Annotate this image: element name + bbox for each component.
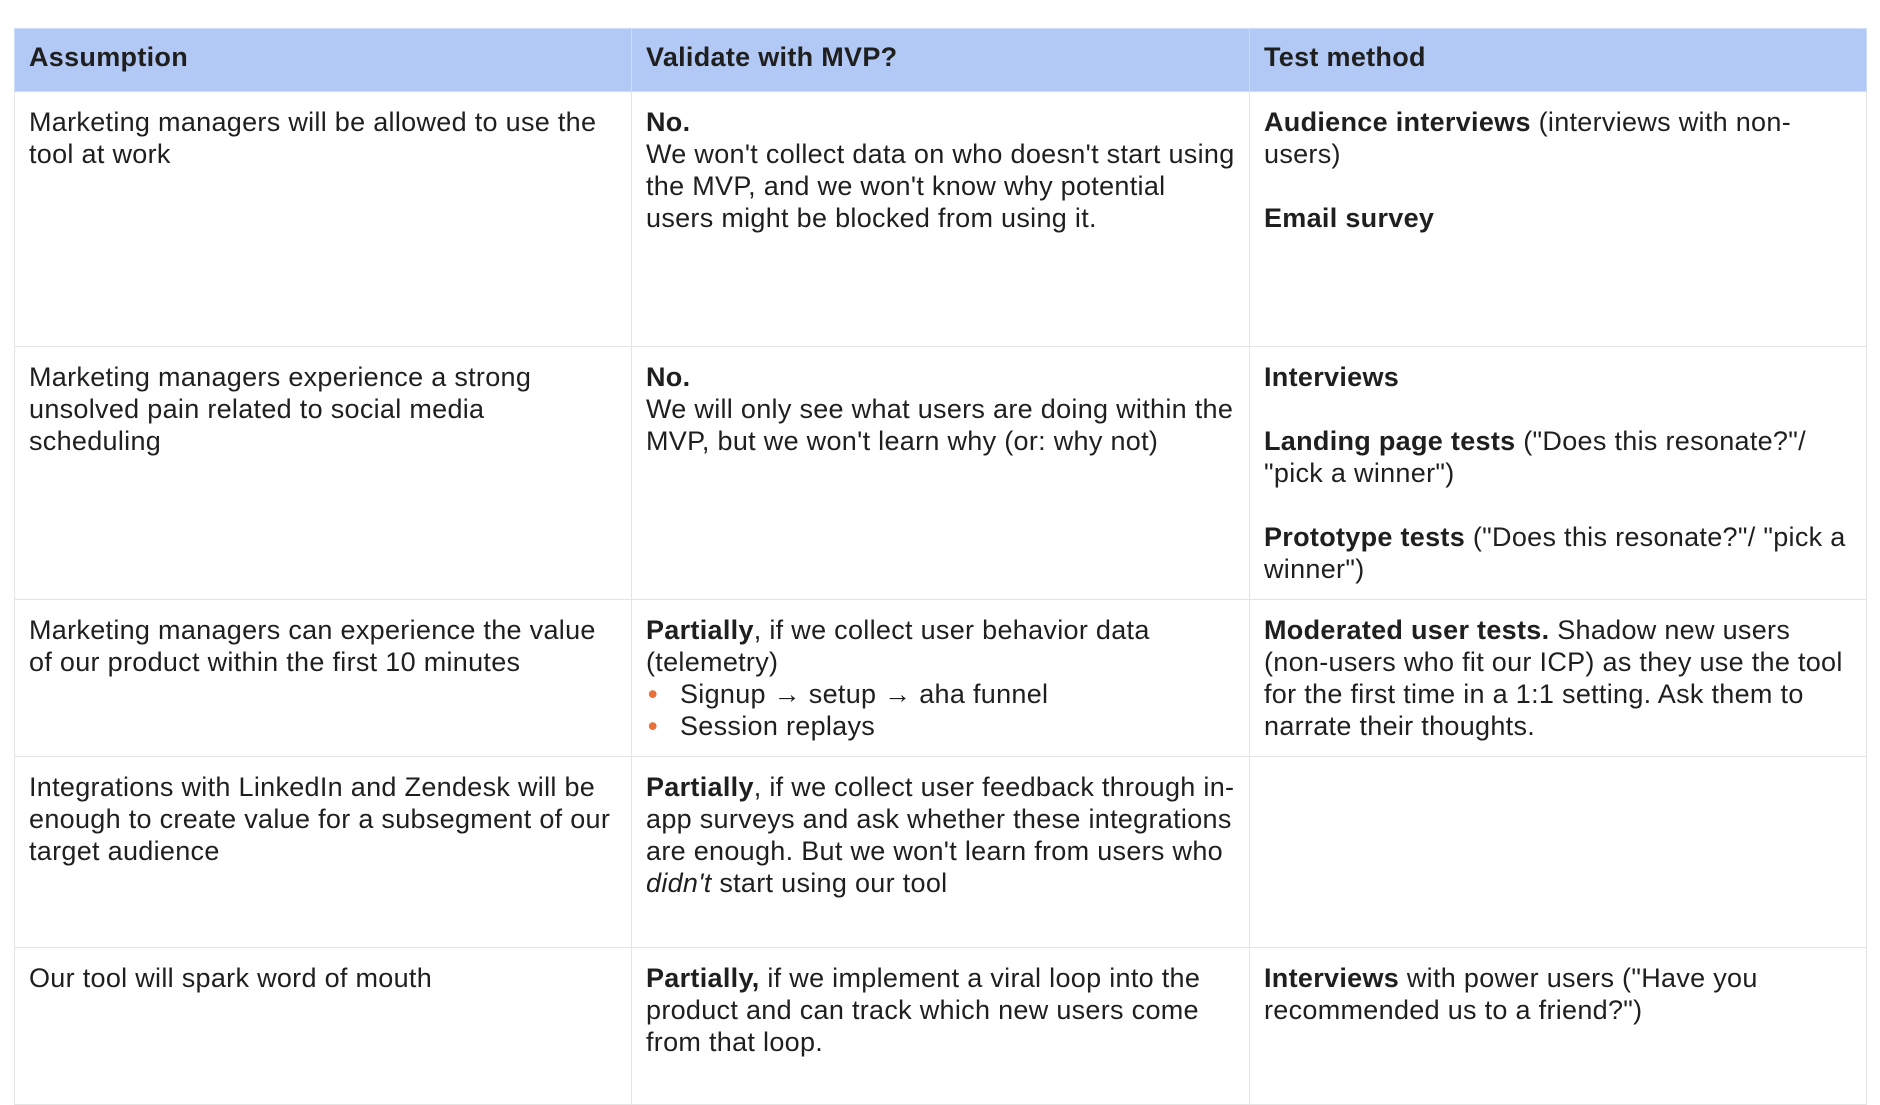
method-cell <box>1250 92 1867 347</box>
validate-cell <box>632 948 1250 1105</box>
method-name: Landing page tests <box>1264 426 1516 456</box>
method-cell <box>1250 347 1867 600</box>
bullet-dot-icon: • <box>648 711 658 741</box>
table-row <box>15 948 1867 1105</box>
table-header-row <box>15 29 1867 92</box>
validate-text: , if we collect user feedback through in-app surveys and ask whether these integrations are enough. But we won't learn from users who <box>646 772 1235 866</box>
table-row <box>15 600 1867 757</box>
assumption-cell <box>15 347 632 600</box>
method-cell <box>1250 948 1867 1105</box>
assumption-cell <box>15 757 632 948</box>
validate-cell <box>632 92 1250 347</box>
method-cell <box>1250 600 1867 757</box>
assumption-text: Marketing managers can experience the value of our product within the first 10 minutes <box>29 615 596 677</box>
validate-verdict: No. <box>646 362 691 392</box>
list-item: • Signup → setup → aha funnel <box>648 679 1049 709</box>
validate-text: We won't collect data on who doesn't start using the MVP, and we won't know why potential users might be blocked from using it. <box>646 139 1235 233</box>
validate-cell <box>632 600 1250 757</box>
validate-cell <box>632 347 1250 600</box>
validate-verdict: Partially <box>646 615 754 645</box>
header-assumption: Assumption <box>15 29 632 92</box>
validate-tail: start using our tool <box>711 868 948 898</box>
validate-verdict: Partially, <box>646 963 760 993</box>
assumption-cell <box>15 600 632 757</box>
method-name: Moderated user tests. <box>1264 615 1550 645</box>
header-test-method: Test method <box>1250 29 1867 92</box>
method-cell <box>1250 757 1867 948</box>
validate-text: We will only see what users are doing within the MVP, but we won't learn why (or: why not) <box>646 394 1234 456</box>
assumptions-sheet <box>14 28 1866 1105</box>
table-row <box>15 757 1867 948</box>
method-detail: Shadow new users (non-users who fit our ICP) as they use the tool for the first time in a 1:1 setting. Ask them to narrate their thoughts. <box>1264 615 1843 741</box>
method-detail: (interviews with non-users) <box>1264 107 1791 169</box>
validate-text: if we implement a viral loop into the product and can track which new users come from that loop. <box>646 963 1201 1057</box>
assumption-cell <box>15 948 632 1105</box>
validate-cell <box>632 757 1250 948</box>
validate-verdict: Partially <box>646 772 754 802</box>
assumption-text: Integrations with LinkedIn and Zendesk will be enough to create value for a subsegment of our target audience <box>29 772 611 866</box>
assumption-text: Marketing managers will be allowed to use the tool at work <box>29 107 597 169</box>
bullet-dot-icon: • <box>648 679 658 709</box>
method-detail: ("Does this resonate?"/ "pick a winner") <box>1264 522 1846 584</box>
method-name: Interviews <box>1264 963 1400 993</box>
method-name: Email survey <box>1264 203 1435 233</box>
telemetry-list <box>646 678 1235 742</box>
method-name: Prototype tests <box>1264 522 1466 552</box>
table-row <box>15 92 1867 347</box>
assumption-text: Our tool will spark word of mouth <box>29 963 433 993</box>
list-item: • Session replays <box>648 711 876 741</box>
validate-text: , if we collect user behavior data (telemetry) <box>646 615 1150 677</box>
method-name: Audience interviews <box>1264 107 1531 137</box>
method-detail: with power users ("Have you recommended us to a friend?") <box>1264 963 1758 1025</box>
assumptions-table <box>14 28 1867 1105</box>
method-detail: ("Does this resonate?"/ "pick a winner") <box>1264 426 1806 488</box>
validate-emphasis: didn't <box>646 868 712 898</box>
assumption-text: Marketing managers experience a strong unsolved pain related to social media scheduling <box>29 362 532 456</box>
table-row <box>15 347 1867 600</box>
header-validate-with-mvp: Validate with MVP? <box>632 29 1250 92</box>
validate-verdict: No. <box>646 107 691 137</box>
method-name: Interviews <box>1264 362 1400 392</box>
assumption-cell <box>15 92 632 347</box>
